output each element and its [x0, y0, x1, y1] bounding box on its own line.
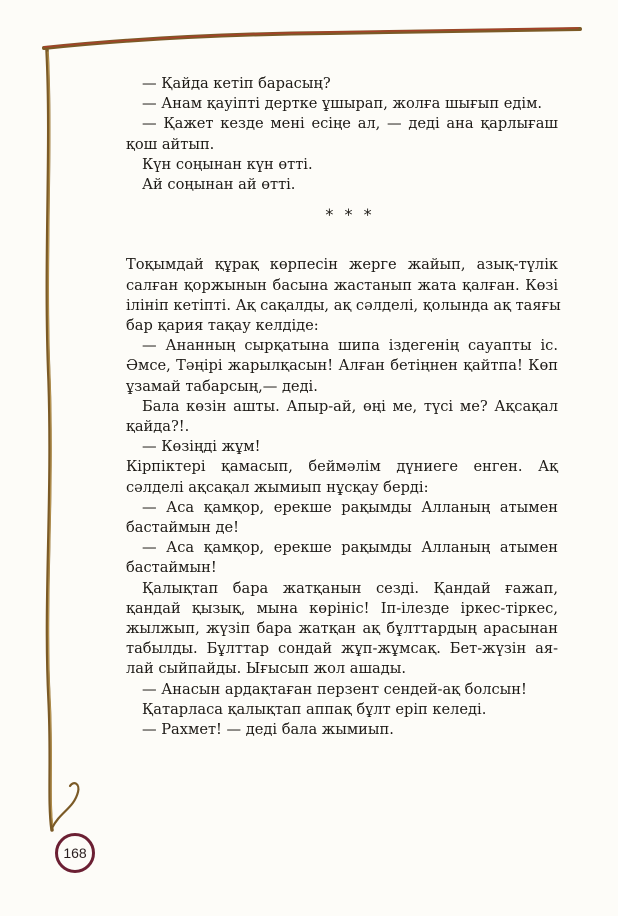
text-line: Бала көзін ашты. Апыр-ай, өңі ме, түсі ме? Ақсақал [142, 397, 558, 415]
text-line: — Аса қамқор, ерекше рақымды Алланың атымен [142, 539, 558, 557]
text-line: табылды. Бұлттар сондай жұп-жұмсақ. Бет-жүзін ая- [126, 640, 558, 658]
text-line: — Аса қамқор, ерекше рақымды Алланың атымен [142, 498, 558, 516]
text-line: бар қария тақау келдіде: [126, 317, 319, 335]
text-line: сәлделі ақсақал жымиып нұсқау берді: [126, 478, 429, 496]
text-line: Әмсе, Тәңірі жарылқасын! Алған бетіңнен қайтпа! Көп [126, 357, 558, 375]
text-line: ілініп кетіпті. Ақ сақалды, ақ сәлделі, қолында ақ таяғы [126, 296, 561, 314]
text-line: Қалықтап бара жатқанын сезді. Қандай ғажап, [142, 579, 558, 597]
text-line: — Анам қауіпті дертке ұшырап, жолға шығып едім. [142, 95, 543, 113]
text-line: салған қоржынын басына жастанып жата қалған. Көзі [126, 276, 558, 294]
top-branch [44, 29, 580, 48]
text-line: ұзамай табарсың,— деді. [126, 377, 318, 395]
text-line: — Ананның сырқатына шипа іздегенің сауапты іс. [142, 337, 558, 355]
text-line: Ай соңынан ай өтті. [142, 176, 296, 194]
text-line: жылжып, жүзіп бара жатқан ақ бұлттардың арасынан [126, 620, 558, 638]
text-line: Күн соңынан күн өтті. [142, 155, 313, 173]
text-line: — Қажет кезде мені есіңе ал, — деді ана қарлығаш [142, 115, 558, 133]
text-line: қандай қызық, мына көрініс! Іп-ілезде іркес-тіркес, [126, 599, 558, 617]
text-line: Қатарласа қалықтап аппақ бұлт еріп келеді. [142, 700, 487, 718]
text-line: — Рахмет! — деді бала жымиып. [142, 721, 394, 739]
text-line: — Қайда кетіп барасың? [142, 75, 331, 92]
left-vine-accent [48, 52, 53, 828]
left-vine [47, 50, 52, 830]
section-divider: * * * [325, 205, 375, 225]
text-line: бастаймын де! [126, 519, 239, 537]
vine-curl [52, 783, 78, 828]
text-line: бастаймын! [126, 559, 217, 577]
page-number: 168 [55, 833, 95, 873]
text-line: — Көзіңді жұм! [142, 438, 261, 456]
top-branch-accent [44, 28, 578, 47]
text-line: қош айтып. [126, 135, 215, 153]
text-line: Кірпіктері қамасып, беймәлім дүниеге енген. Ақ [126, 458, 558, 476]
text-line: — Анасын ардақтаған перзент сендей-ақ болсын! [142, 680, 527, 698]
text-line: Тоқымдай құрақ көрпесін жерге жайып, азық-түлік [126, 256, 558, 274]
page-text [126, 74, 561, 740]
text-line: лай сыйпайды. Ығысып жол ашады. [126, 660, 406, 678]
text-line: қайда?!. [126, 418, 190, 436]
